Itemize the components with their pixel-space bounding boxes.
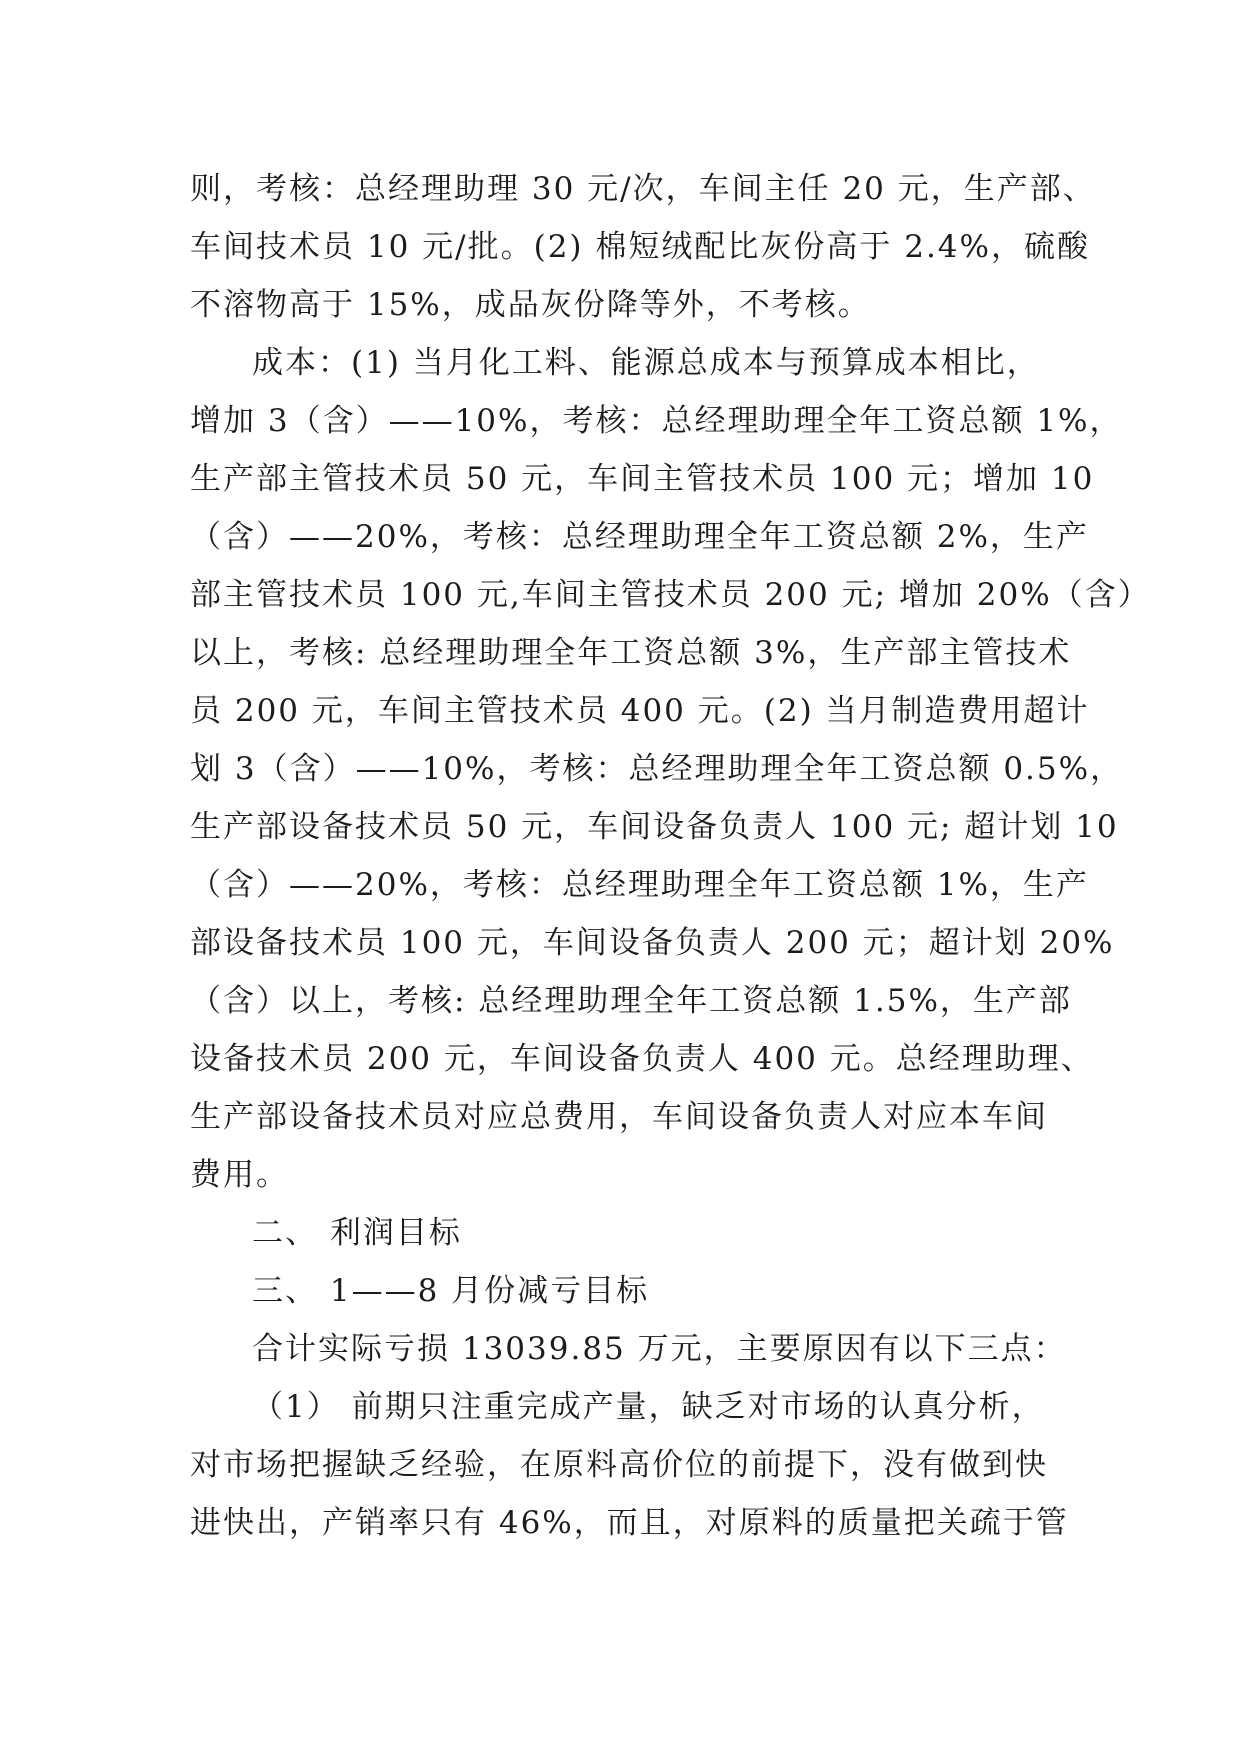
text-line: 进快出，产销率只有 46%，而且，对原料的质量把关疏于管 bbox=[190, 1505, 1069, 1541]
text-line: 增加 3（含）——10%，考核：总经理助理全年工资总额 1%， bbox=[190, 403, 1123, 439]
text-line: 生产部设备技术员对应总费用，车间设备负责人对应本车间 bbox=[190, 1099, 1048, 1135]
section-heading: 三、 1——8 月份减亏目标 bbox=[252, 1273, 650, 1309]
text-line: （含）以上，考核: 总经理助理全年工资总额 1.5%，生产部 bbox=[190, 983, 1072, 1019]
text-line: 不溶物高于 15%，成品灰份降等外，不考核。 bbox=[190, 287, 871, 323]
text-line: 则，考核：总经理助理 30 元/次，车间主任 20 元，生产部、 bbox=[190, 171, 1096, 207]
text-line: 部主管技术员 100 元,车间主管技术员 200 元; 增加 20%（含） bbox=[190, 577, 1151, 613]
text-line: 划 3（含）——10%，考核：总经理助理全年工资总额 0.5%， bbox=[190, 751, 1124, 787]
text-line: 车间技术员 10 元/批。(2) 棉短绒配比灰份高于 2.4%，硫酸 bbox=[190, 229, 1090, 265]
paragraph-start-line: （1） 前期只注重完成产量，缺乏对市场的认真分析， bbox=[252, 1389, 1045, 1425]
text-line: （含）——20%，考核：总经理助理全年工资总额 1%，生产 bbox=[190, 867, 1089, 903]
text-line: 以上，考核: 总经理助理全年工资总额 3%，生产部主管技术 bbox=[190, 635, 1072, 671]
paragraph-start-line: 合计实际亏损 13039.85 万元，主要原因有以下三点： bbox=[252, 1331, 1067, 1367]
text-line: （含）——20%，考核：总经理助理全年工资总额 2%，生产 bbox=[190, 519, 1089, 555]
section-heading: 二、 利润目标 bbox=[252, 1215, 462, 1251]
text-line: 员 200 元，车间主管技术员 400 元。(2) 当月制造费用超计 bbox=[190, 693, 1090, 729]
text-line: 部设备技术员 100 元，车间设备负责人 200 元；超计划 20% bbox=[190, 925, 1115, 961]
text-line: 对市场把握缺乏经验，在原料高价位的前提下，没有做到快 bbox=[190, 1447, 1048, 1483]
document-body bbox=[190, 160, 1151, 1552]
text-line: 生产部主管技术员 50 元，车间主管技术员 100 元；增加 10 bbox=[190, 461, 1095, 497]
text-line: 生产部设备技术员 50 元，车间设备负责人 100 元; 超计划 10 bbox=[190, 809, 1119, 845]
text-line: 费用。 bbox=[190, 1157, 289, 1193]
paragraph-start-line: 成本：(1) 当月化工料、能源总成本与预算成本相比， bbox=[252, 345, 1040, 381]
text-line: 设备技术员 200 元，车间设备负责人 400 元。总经理助理、 bbox=[190, 1041, 1094, 1077]
